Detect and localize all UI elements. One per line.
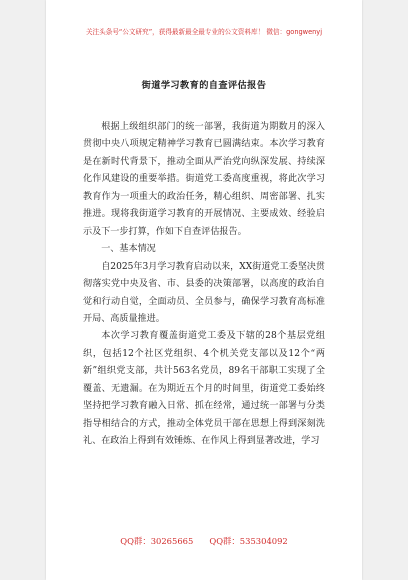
body-paragraph: 自2025年3月学习教育启动以来，XX街道党工委坚决贯彻落实党中央及省、市、县委的决策部署，以高度的政治自觉和行动自觉，全面动员、全员参与，确保学习教育高标准开局、高质量推进。: [83, 261, 325, 324]
document-page: [46, 0, 362, 580]
header-banner: 关注头条号“公文研究”，获得最新最全最专业的公文资料库！ 微信：gongwenyj: [85, 28, 323, 36]
footer-contact: [46, 535, 362, 547]
section-heading-basic-situation: 一、基本情况: [101, 244, 156, 255]
qq-group-1: QQ群：30265665: [120, 536, 194, 546]
document-body: [83, 119, 325, 451]
document-title: 街道学习教育的自查评估报告: [141, 80, 267, 91]
intro-paragraph: 根据上级组织部门的统一部署，我街道为期数月的深入贯彻中央八项规定精神学习教育已圆满结束。本次学习教育是在新时代背景下，推动全面从严治党向纵深发展、持续深化作风建设的重要举措。街道党工委高度重视，将此次学习教育作为一项重大的政治任务，精心组织、周密部署、扎实推进。现将我街道学习教育的开展情况、主要成效、经验启示及下一步打算，作如下自查评估报告。: [83, 122, 325, 237]
qq-group-2: QQ群：535304092: [209, 536, 288, 546]
body-paragraph: 本次学习教育覆盖街道党工委及下辖的28个基层党组织，包括12个社区党组织、4个机关党支部以及12个“两新”组织党支部，共计563名党员，89名干部职工实现了全覆盖、无遗漏。在为期近五个月的时间里，街道党工委始终坚持把学习教育融入日常、抓在经常，通过统一部署与分类指导相结合的方式，推动全体党员干部在思想上得到深刻洗礼、在政治上得到有效锤炼、在作风上得到显著改进，学习: [83, 331, 325, 447]
